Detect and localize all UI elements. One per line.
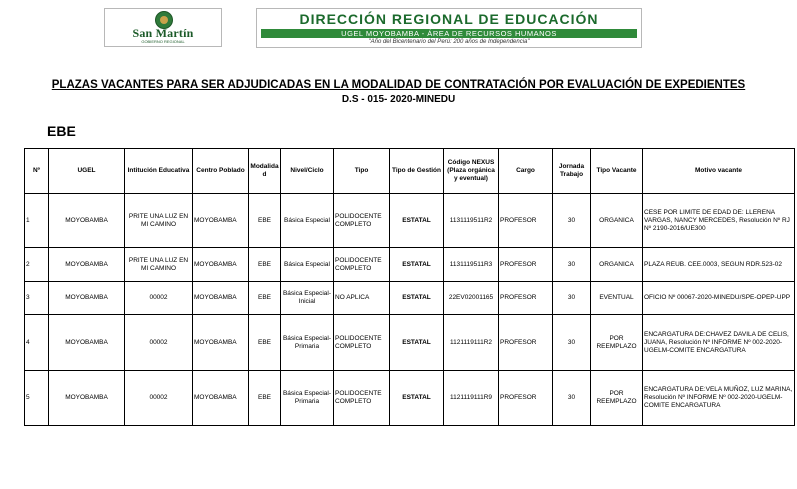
cell-institucion: 00002 bbox=[125, 315, 193, 371]
cell-institucion: 00002 bbox=[125, 282, 193, 315]
cell-tipo: POLIDOCENTE COMPLETO bbox=[334, 371, 390, 426]
table-row bbox=[25, 371, 795, 426]
cell-motivo: ENCARGATURA DE:VELA MUÑOZ, LUZ MARINA, Resolución Nº INFORME Nº 002-2020-UGELM-COMITE ENCARGATURA bbox=[643, 371, 795, 426]
cell-cargo: PROFESOR bbox=[499, 248, 553, 282]
col-header-jornada: Jornada Trabajo bbox=[553, 149, 591, 194]
cell-codigo: 1121119111R9 bbox=[444, 371, 499, 426]
cell-vacante: ORGANICA bbox=[591, 248, 643, 282]
cell-vacante: EVENTUAL bbox=[591, 282, 643, 315]
cell-nivel: Básica Especial-Inicial bbox=[281, 282, 334, 315]
cell-n: 1 bbox=[25, 194, 49, 248]
cell-vacante: POR REEMPLAZO bbox=[591, 371, 643, 426]
cell-tipo: POLIDOCENTE COMPLETO bbox=[334, 248, 390, 282]
cell-modalidad: EBE bbox=[249, 371, 281, 426]
dre-quote: "Año del Bicentenario del Perú: 200 años de Independencia" bbox=[368, 39, 530, 45]
cell-modalidad: EBE bbox=[249, 282, 281, 315]
table-row bbox=[25, 194, 795, 248]
cell-centro: MOYOBAMBA bbox=[193, 248, 249, 282]
cell-tipo: POLIDOCENTE COMPLETO bbox=[334, 315, 390, 371]
cell-jornada: 30 bbox=[553, 248, 591, 282]
col-header-tipo-vacante: Tipo Vacante bbox=[591, 149, 643, 194]
dre-title: DIRECCIÓN REGIONAL DE EDUCACIÓN bbox=[299, 11, 599, 27]
cell-gestion: ESTATAL bbox=[390, 371, 444, 426]
cell-nivel: Básica Especial bbox=[281, 194, 334, 248]
cell-institucion: 00002 bbox=[125, 371, 193, 426]
cell-gestion: ESTATAL bbox=[390, 315, 444, 371]
table-row bbox=[25, 282, 795, 315]
logo-text: San Martín bbox=[132, 26, 194, 40]
cell-codigo: 1121119111R2 bbox=[444, 315, 499, 371]
decree-subtitle: D.S - 015- 2020-MINEDU bbox=[341, 94, 456, 105]
cell-motivo: ENCARGATURA DE:CHAVEZ DAVILA DE CELIS, JUANA, Resolución Nº INFORME Nº 002-2020-UGELM-COMITE ENCARGATURA bbox=[643, 315, 795, 371]
cell-gestion: ESTATAL bbox=[390, 282, 444, 315]
cell-institucion: PRITE UNA LUZ EN MI CAMINO bbox=[125, 248, 193, 282]
cell-vacante: ORGANICA bbox=[591, 194, 643, 248]
cell-codigo: 1131119511R2 bbox=[444, 194, 499, 248]
cell-tipo: POLIDOCENTE COMPLETO bbox=[334, 194, 390, 248]
cell-motivo: CESE POR LIMITE DE EDAD DE: LLERENA VARGAS, NANCY MERCEDES, Resolución Nº RJ Nº 2190-2016/UE300 bbox=[643, 194, 795, 248]
cell-centro: MOYOBAMBA bbox=[193, 315, 249, 371]
cell-ugel: MOYOBAMBA bbox=[49, 282, 125, 315]
col-header-nivel-ciclo: Nivel/Ciclo bbox=[281, 149, 334, 194]
col-header-institucion: Intitución Educativa bbox=[125, 149, 193, 194]
col-header-cargo: Cargo bbox=[499, 149, 553, 194]
col-header-tipo-gestion: Tipo de Gestión bbox=[390, 149, 444, 194]
dre-header-banner bbox=[256, 8, 642, 48]
cell-modalidad: EBE bbox=[249, 248, 281, 282]
document-title: PLAZAS VACANTES PARA SER ADJUDICADAS EN LA MODALIDAD DE CONTRATACIÓN POR EVALUACIÓN DE EXPEDIENTES bbox=[51, 79, 746, 91]
col-header-centro-poblado: Centro Poblado bbox=[193, 149, 249, 194]
cell-cargo: PROFESOR bbox=[499, 282, 553, 315]
cell-codigo: 1131119511R3 bbox=[444, 248, 499, 282]
cell-n: 5 bbox=[25, 371, 49, 426]
cell-jornada: 30 bbox=[553, 315, 591, 371]
cell-centro: MOYOBAMBA bbox=[193, 194, 249, 248]
cell-jornada: 30 bbox=[553, 194, 591, 248]
dre-band: UGEL MOYOBAMBA - ÁREA DE RECURSOS HUMANOS bbox=[261, 29, 637, 38]
cell-vacante: POR REEMPLAZO bbox=[591, 315, 643, 371]
col-header-codigo-nexus: Código NEXUS (Plaza orgánica y eventual) bbox=[444, 149, 499, 194]
table-row bbox=[25, 315, 795, 371]
table-header-row bbox=[25, 149, 795, 194]
cell-institucion: PRITE UNA LUZ EN MI CAMINO bbox=[125, 194, 193, 248]
table-row bbox=[25, 248, 795, 282]
cell-motivo: OFICIO Nº 00067-2020-MINEDU/SPE-OPEP-UPP bbox=[643, 282, 795, 315]
cell-gestion: ESTATAL bbox=[390, 248, 444, 282]
cell-nivel: Básica Especial bbox=[281, 248, 334, 282]
cell-centro: MOYOBAMBA bbox=[193, 282, 249, 315]
gobierno-regional-logo bbox=[104, 8, 222, 47]
col-header-modalidad: Modalida d bbox=[249, 149, 281, 194]
cell-tipo: NO APLICA bbox=[334, 282, 390, 315]
cell-ugel: MOYOBAMBA bbox=[49, 194, 125, 248]
cell-n: 2 bbox=[25, 248, 49, 282]
cell-gestion: ESTATAL bbox=[390, 194, 444, 248]
cell-cargo: PROFESOR bbox=[499, 194, 553, 248]
cell-cargo: PROFESOR bbox=[499, 315, 553, 371]
section-label: EBE bbox=[47, 123, 76, 139]
cell-cargo: PROFESOR bbox=[499, 371, 553, 426]
cell-nivel: Básica Especial-Primaria bbox=[281, 315, 334, 371]
cell-jornada: 30 bbox=[553, 371, 591, 426]
cell-modalidad: EBE bbox=[249, 315, 281, 371]
cell-ugel: MOYOBAMBA bbox=[49, 371, 125, 426]
cell-nivel: Básica Especial-Primaria bbox=[281, 371, 334, 426]
cell-motivo: PLAZA REUB. CEE.0003, SEGUN RDR.523-02 bbox=[643, 248, 795, 282]
cell-centro: MOYOBAMBA bbox=[193, 371, 249, 426]
col-header-tipo: Tipo bbox=[334, 149, 390, 194]
col-header-ugel: UGEL bbox=[49, 149, 125, 194]
cell-ugel: MOYOBAMBA bbox=[49, 315, 125, 371]
cell-modalidad: EBE bbox=[249, 194, 281, 248]
cell-n: 3 bbox=[25, 282, 49, 315]
vacancies-table bbox=[24, 148, 795, 426]
col-header-n: Nº bbox=[25, 149, 49, 194]
cell-ugel: MOYOBAMBA bbox=[49, 248, 125, 282]
cell-n: 4 bbox=[25, 315, 49, 371]
cell-jornada: 30 bbox=[553, 282, 591, 315]
logo-subtext: GOBIERNO REGIONAL bbox=[141, 39, 185, 44]
col-header-motivo: Motivo vacante bbox=[643, 149, 795, 194]
cell-codigo: 22EV02001165 bbox=[444, 282, 499, 315]
